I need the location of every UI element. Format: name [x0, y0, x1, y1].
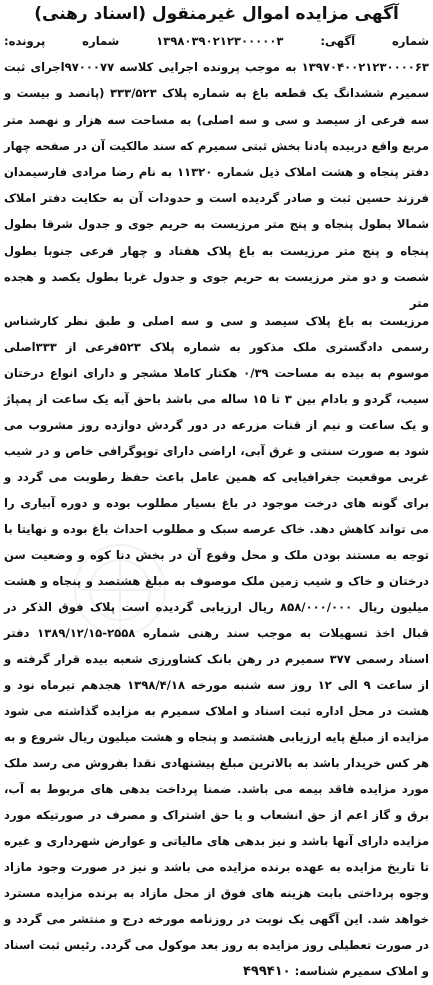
notice-id-value: ۴۹۹۴۱۰ — [243, 964, 291, 979]
notice-paragraph-2 — [4, 308, 429, 979]
notice-paragraph-2-text: مرزیست به باغ پلاک سیصد و سی و سه اصلی و طبق نظر کارشناس رسمی دادگستری ملک مذکور به شماره پلاک ۵۲۳فرعی از ۳۳۳اصلی موسوم به بیده به مساحت ۰/۳۹ هکتار کاملا مشجر و دارای انواع درختان سیب، گردو و بادام بین ۳ تا ۱۵ ساله می باشد باحق آبه یک ساعت از پمپاژ و یک ساعت و نیم از قنات مزرعه در دور گردش دوازده روز مشروب می شود به صورت سنتی و غرق آبی، اراضی دارای توپوگرافی خاص و در شیب غربی موقعیت جغرافیایی که همین عامل باعث حفظ رطوبت می گردد و برای گونه های درخت موجود در باغ بسیار مطلوب بوده و دوره آبیاری را می تواند کاهش دهد. خاک عرصه سبک و مطلوب احداث باغ بوده و نهایتا با توجه به مستند بودن ملک و محل وقوع آن در بخش دنا کوه و وضعیت سن درختان و خاک و شیب زمین ملک موصوف به مبلغ هشتصد و پنجاه و هشت میلیون ریال ۸۵۸/۰۰۰/۰۰۰ ریال ارزیابی گردیده است پلاک فوق الذکر در قبال اخذ تسهیلات به موجب سند رهنی شماره ۲۵۵۸-۱۳۸۹/۱۲/۱۵ دفتر اسناد رسمی ۳۷۷ سمیرم در رهن بانک کشاورزی شعبه بیده قرار گرفته و از ساعت ۹ الی ۱۲ روز سه شنبه مورخه ۱۳۹۸/۴/۱۸ هجدهم تیرماه نود و هشت در محل اداره ثبت اسناد و املاک سمیرم به مزایده گذاشته می شود مزایده از مبلغ پایه ارزیابی هشتصد و پنجاه و هشت میلیون ریال شروع و به هر کس خریدار باشد به بالاترین مبلغ پیشنهادی نقدا بفروش می رسد ملک مورد مزایده فاقد بیمه می باشد. ضمنا پرداخت بدهی های مربوط به آب، برق و گاز اعم از حق انشعاب و یا حق اشتراک و مصرف در صورتیکه مورد مزایده دارای آنها باشد و نیز بدهی های مالیاتی و عوارض شهرداری و غیره تا تاریخ مزایده به عهده برنده مزایده می باشد و نیز در صورت وجود مازاد وجوه پرداختی بابت هزینه های فوق از محل مازاد به برنده مزایده مسترد خواهد شد. این آگهی یک نوبت در روزنامه مورخه درج و منتشر می گردد و در صورت تعطیلی روز مزایده به روز بعد موکول می گردد. رئیس ثبت اسناد و املاک سمیرم — [4, 314, 429, 978]
notice-paragraph-1: شماره آگهی: ۱۳۹۸۰۳۹۰۲۱۲۳۰۰۰۰۰۳ شماره پرونده: ۱۳۹۷۰۴۰۰۲۱۲۳۰۰۰۰۶۳ به موجب پرونده اجرایی کلاسه ۹۷۰۰۰۷۷اجرای ثبت سمیرم ششدانگ یک قطعه باغ به شماره پلاک ۳۳۳/۵۲۳ (پانصد و بیست و سه فرعی از سیصد و سی و سه اصلی) به مساحت سه هزار و نهصد متر مربع واقع دربیده پادنا بخش ثبتی سمیرم که سند مالکیت آن در صفحه چهار دفتر پنجاه و هشت املاک ذیل شماره ۱۱۳۲۰ به نام رضا مرادی فارسیمدان فرزند حسین ثبت و صادر گردیده است و حدودات آن به حکایت دفتر املاک شمالا بطول پنجاه و پنج متر مرزیست به حریم جوی و جدول شرقا بطول پنجاه و پنج متر مرزیست به باغ پلاک هفتاد و چهار فرعی جنوبا بطول شصت و دو متر مرزیست به حریم جوی و جدول غربا بطول یکصد و هجده متر — [4, 34, 429, 311]
notice-id-label: شناسه: — [294, 964, 339, 978]
notice-title: آگهی مزایده اموال غیرمنقول (اسناد رهنی) — [34, 4, 399, 24]
